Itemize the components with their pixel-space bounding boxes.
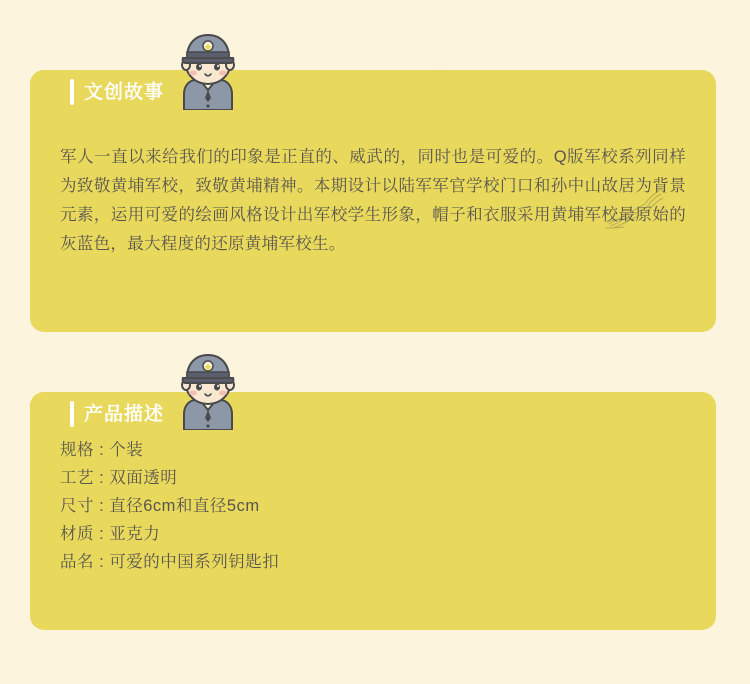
description-title-accent <box>70 401 74 427</box>
description-title-tab <box>30 392 716 438</box>
list-item: 规格 : 个装 <box>60 441 144 459</box>
list-item: 尺寸 : 直径6cm和直径5cm <box>60 497 260 515</box>
story-title-text: 文创故事 <box>84 82 165 103</box>
story-title-accent <box>70 79 74 105</box>
story-title-tab <box>30 70 716 116</box>
section-story <box>30 70 716 332</box>
list-item: 工艺 : 双面透明 <box>60 469 178 487</box>
spec-list <box>60 436 686 576</box>
list-item: 材质 : 亚克力 <box>60 525 161 543</box>
section-product-description <box>30 392 716 630</box>
story-body-text: 军人一直以来给我们的印象是正直的、威武的，同时也是可爱的。Q版军校系列同样为致敬黄埔军校，致敬黄埔精神。本期设计以陆军军官学校门口和孙中山故居为背景元素，运用可爱的绘画风格设计出军校学生形象，帽子和衣服采用黄埔军校最原始的灰蓝色，最大程度的还原黄埔军校生。 <box>60 147 686 253</box>
description-title-text: 产品描述 <box>84 404 165 425</box>
list-item: 品名 : 可爱的中国系列钥匙扣 <box>60 553 280 571</box>
